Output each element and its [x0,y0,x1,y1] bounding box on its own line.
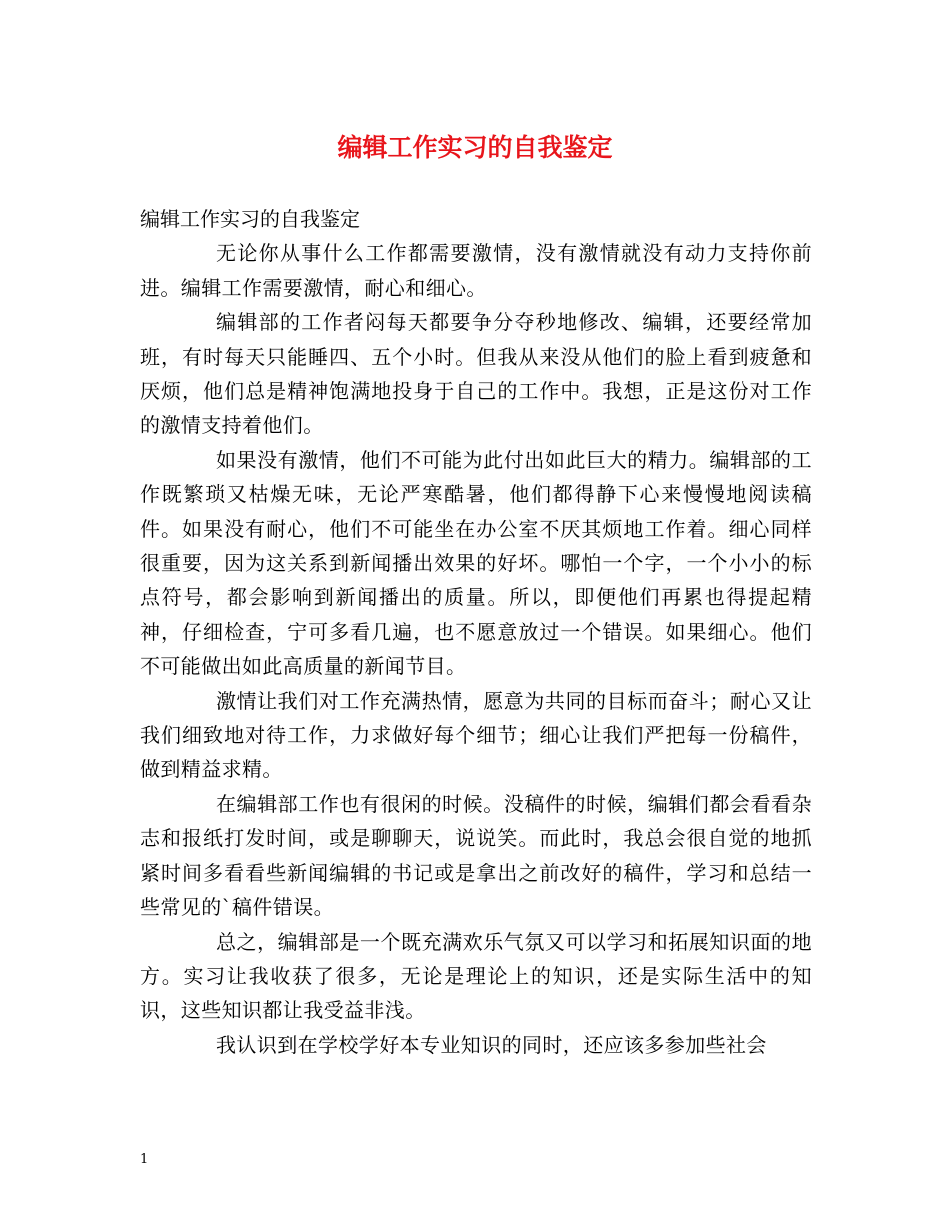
paragraph-2: 编辑部的工作者闷每天都要争分夺秒地修改、编辑，还要经常加班，有时每天只能睡四、五个小时。但我从来没从他们的脸上看到疲惫和厌烦，他们总是精神饱满地投身于自己的工作中。我想，正是这份对工作的激情支持着他们。 [140,310,812,438]
paragraph-3: 如果没有激情，他们不可能为此付出如此巨大的精力。编辑部的工作既繁琐又枯燥无味，无论严寒酷暑，他们都得静下心来慢慢地阅读稿件。如果没有耐心，他们不可能坐在办公室不厌其烦地工作着。细心同样很重要，因为这关系到新闻播出效果的好坏。哪怕一个字，一个小小的标点符号，都会影响到新闻播出的质量。所以，即便他们再累也得提起精神，仔细检查，宁可多看几遍，也不愿意放过一个错误。如果细心。他们不可能做出如此高质量的新闻节目。 [140,447,812,679]
document-title: 编辑工作实习的自我鉴定 [337,133,613,162]
paragraph-1: 无论你从事什么工作都需要激情，没有激情就没有动力支持你前进。编辑工作需要激情，耐心和细心。 [140,241,812,300]
paragraph-5: 在编辑部工作也有很闲的时候。没稿件的时候，编辑们都会看看杂志和报纸打发时间，或是聊聊天，说说笑。而此时，我总会很自觉的地抓紧时间多看看些新闻编辑的书记或是拿出之前改好的稿件，学习和总结一些常见的`稿件错误。 [140,791,812,920]
document-subtitle: 编辑工作实习的自我鉴定 [140,207,360,231]
document-body [140,202,812,1062]
paragraph-7: 我认识到在学校学好本专业知识的同时，还应该多参加些社会 [216,1032,767,1057]
page-number: 1 [140,1152,149,1167]
paragraph-4: 激情让我们对工作充满热情，愿意为共同的目标而奋斗；耐心又让我们细致地对待工作，力求做好每个细节；细心让我们严把每一份稿件，做到精益求精。 [140,688,812,782]
paragraph-6: 总之，编辑部是一个既充满欢乐气氛又可以学习和拓展知识面的地方。实习让我收获了很多，无论是理论上的知识，还是实际生活中的知识，这些知识都让我受益非浅。 [140,929,812,1023]
